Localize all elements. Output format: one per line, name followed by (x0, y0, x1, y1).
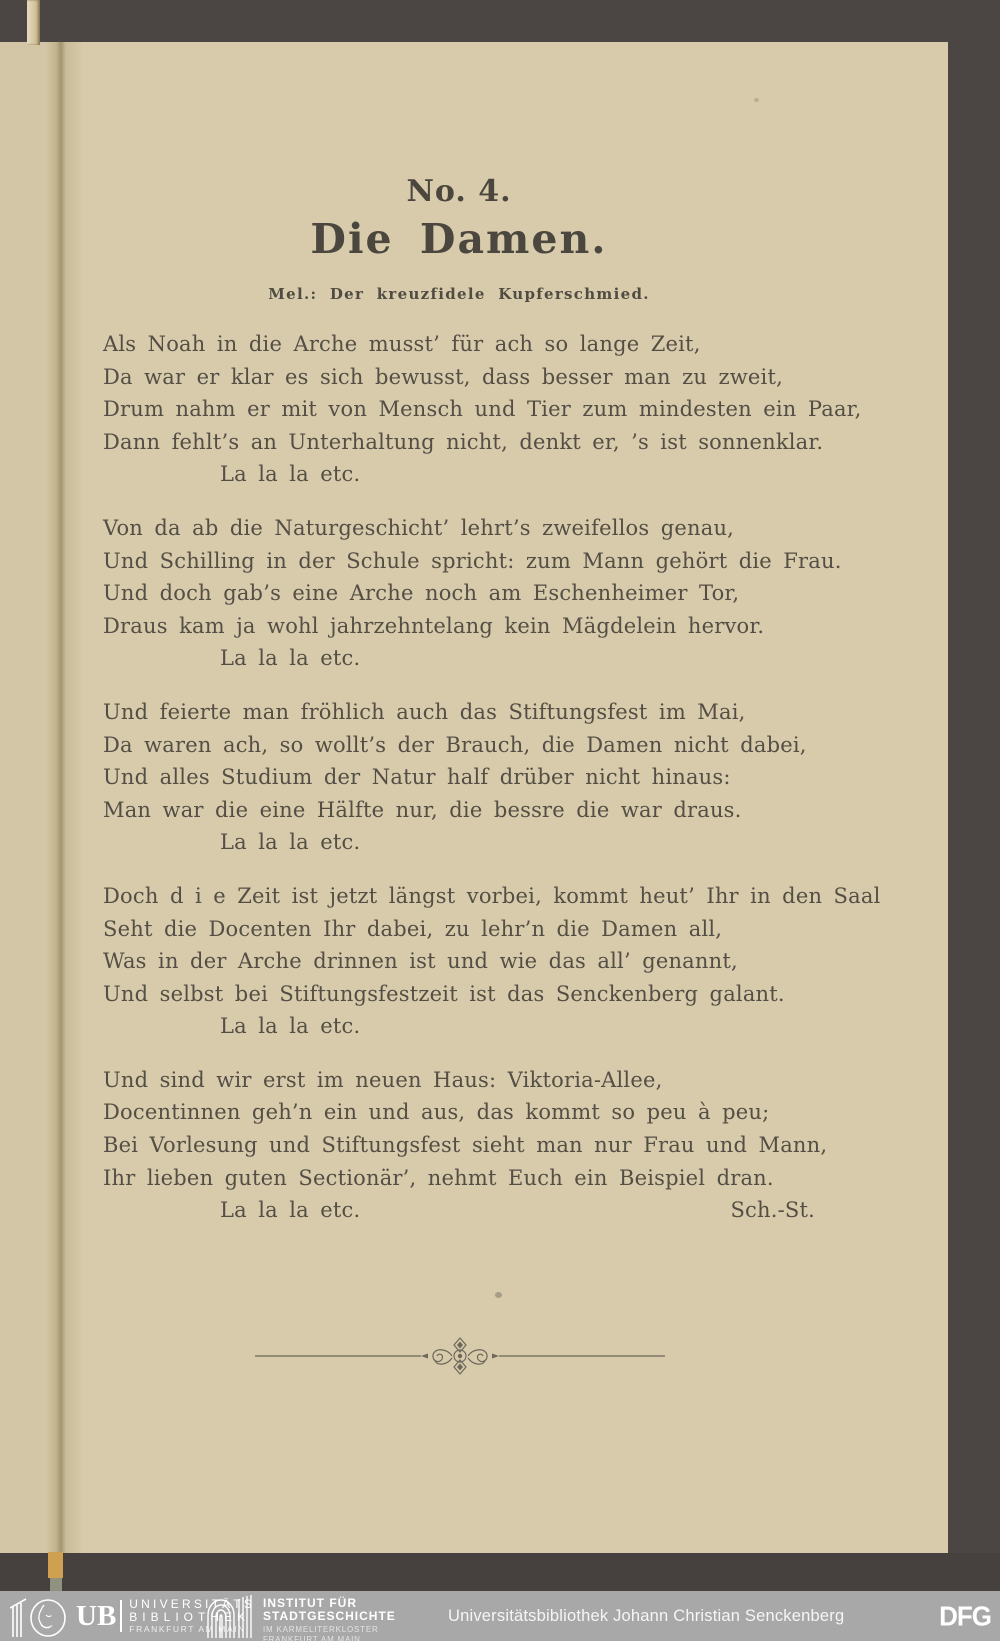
verse-line: Man war die eine Hälfte nur, die bessre die war draus. (103, 797, 742, 822)
refrain: La la la etc. (220, 830, 361, 855)
verse-line: Da war er klar es sich bewusst, dass besser man zu zweit, (103, 364, 783, 389)
verse-line: Docentinnen geh’n ein und aus, das kommt so peu à peu; (103, 1100, 770, 1125)
page-content (103, 174, 881, 1248)
paper-blemish (495, 1292, 502, 1298)
song-number: No. 4. (406, 174, 512, 209)
verse-line: Und sind wir erst im neuen Haus: Viktoria-Allee, (103, 1067, 663, 1092)
stanza-5 (103, 1064, 828, 1227)
stanza-2 (103, 512, 842, 675)
refrain: La la la etc. (220, 1014, 361, 1039)
verse-line: Und feierte man fröhlich auch das Stiftungsfest im Mai, (103, 699, 746, 724)
refrain: La la la etc. (220, 646, 361, 671)
verse-line: Dann fehlt’s an Unterhaltung nicht, denkt er, ’s ist sonnenklar. (103, 429, 824, 454)
verse-line: Von da ab die Naturgeschicht’ lehrt’s zweifellos genau, (103, 515, 735, 540)
ub-library-icon (10, 1595, 74, 1637)
institut-line1: INSTITUT FÜR (263, 1596, 357, 1610)
paper-blemish (754, 98, 759, 102)
bookmark-ribbon (48, 1552, 63, 1578)
verse-line: Und doch gab’s eine Arche noch am Eschenheimer Tor, (103, 581, 740, 606)
scan-background-strip (0, 1553, 1000, 1591)
institut-stadtgeschichte-logo (205, 1594, 396, 1640)
stanza-3 (103, 696, 815, 859)
poem (103, 328, 881, 1227)
stanza-1 (103, 328, 862, 491)
stanza-4 (103, 880, 881, 1043)
author-signature: Sch.-St. (730, 1198, 815, 1223)
institut-line3: IM KARMELITERKLOSTER (263, 1625, 379, 1634)
verse-line: Bei Vorlesung und Stiftungsfest sieht man nur Frau und Mann, (103, 1133, 828, 1158)
verse-line: Draus kam ja wohl jahrzehntelang kein Mägdelein hervor. (103, 613, 765, 638)
melody-note: Mel.: Der kreuzfidele Kupferschmied. (268, 285, 650, 303)
dfg-logo: DFG (939, 1600, 991, 1632)
verse-line: Seht die Docenten Ihr dabei, zu lehr’n die Damen all, (103, 916, 723, 941)
verse-line: Als Noah in die Arche musst’ für ach so lange Zeit, (103, 332, 701, 356)
verse-line: Und alles Studium der Natur half drüber nicht hinaus: (103, 765, 731, 790)
verse-line: Doch d i e Zeit ist jetzt längst vorbei, kommt heut’ Ihr in den Saal (103, 883, 881, 908)
book-page (0, 42, 948, 1553)
verse-line: Drum nahm er mit von Mensch und Tier zum mindesten ein Paar, (103, 397, 862, 422)
page-gutter-shadow (0, 42, 90, 1553)
ub-line1: UNIVERSITÄTS (129, 1596, 256, 1611)
song-title: Die Damen. (310, 215, 608, 263)
refrain: La la la etc. (220, 1198, 361, 1223)
page-marker-top (27, 0, 40, 45)
verse-line: Und Schilling in der Schule spricht: zum Mann gehört die Frau. (103, 548, 842, 573)
library-credit-text: Universitätsbibliothek Johann Christian Senckenberg (448, 1607, 845, 1625)
institut-line2: STADTGESCHICHTE (263, 1609, 396, 1623)
divider-ornament-icon (253, 1334, 667, 1378)
karmeliterkloster-arch-icon (205, 1594, 255, 1638)
ub-line3: FRANKFURT AM MAIN (129, 1623, 246, 1634)
ub-logo-divider (120, 1600, 122, 1632)
ub-abbr: UB (76, 1600, 117, 1632)
institut-line4: FRANKFURT AM MAIN (263, 1634, 361, 1641)
refrain: La la la etc. (220, 462, 361, 487)
ub-line2: BIBLIOTHEK (129, 1609, 250, 1624)
bookmark-ribbon-tip (50, 1578, 62, 1592)
verse-line: Und selbst bei Stiftungsfestzeit ist das Senckenberg galant. (103, 981, 785, 1006)
verse-line: Was in der Arche drinnen ist und wie das all’ genannt, (103, 949, 738, 974)
verse-line: Ihr lieben guten Sectionär’, nehmt Euch ein Beispiel dran. (103, 1165, 774, 1190)
verse-line: Da waren ach, so wollt’s der Brauch, die Damen nicht dabei, (103, 732, 807, 757)
library-footer-bar (0, 1591, 1000, 1641)
